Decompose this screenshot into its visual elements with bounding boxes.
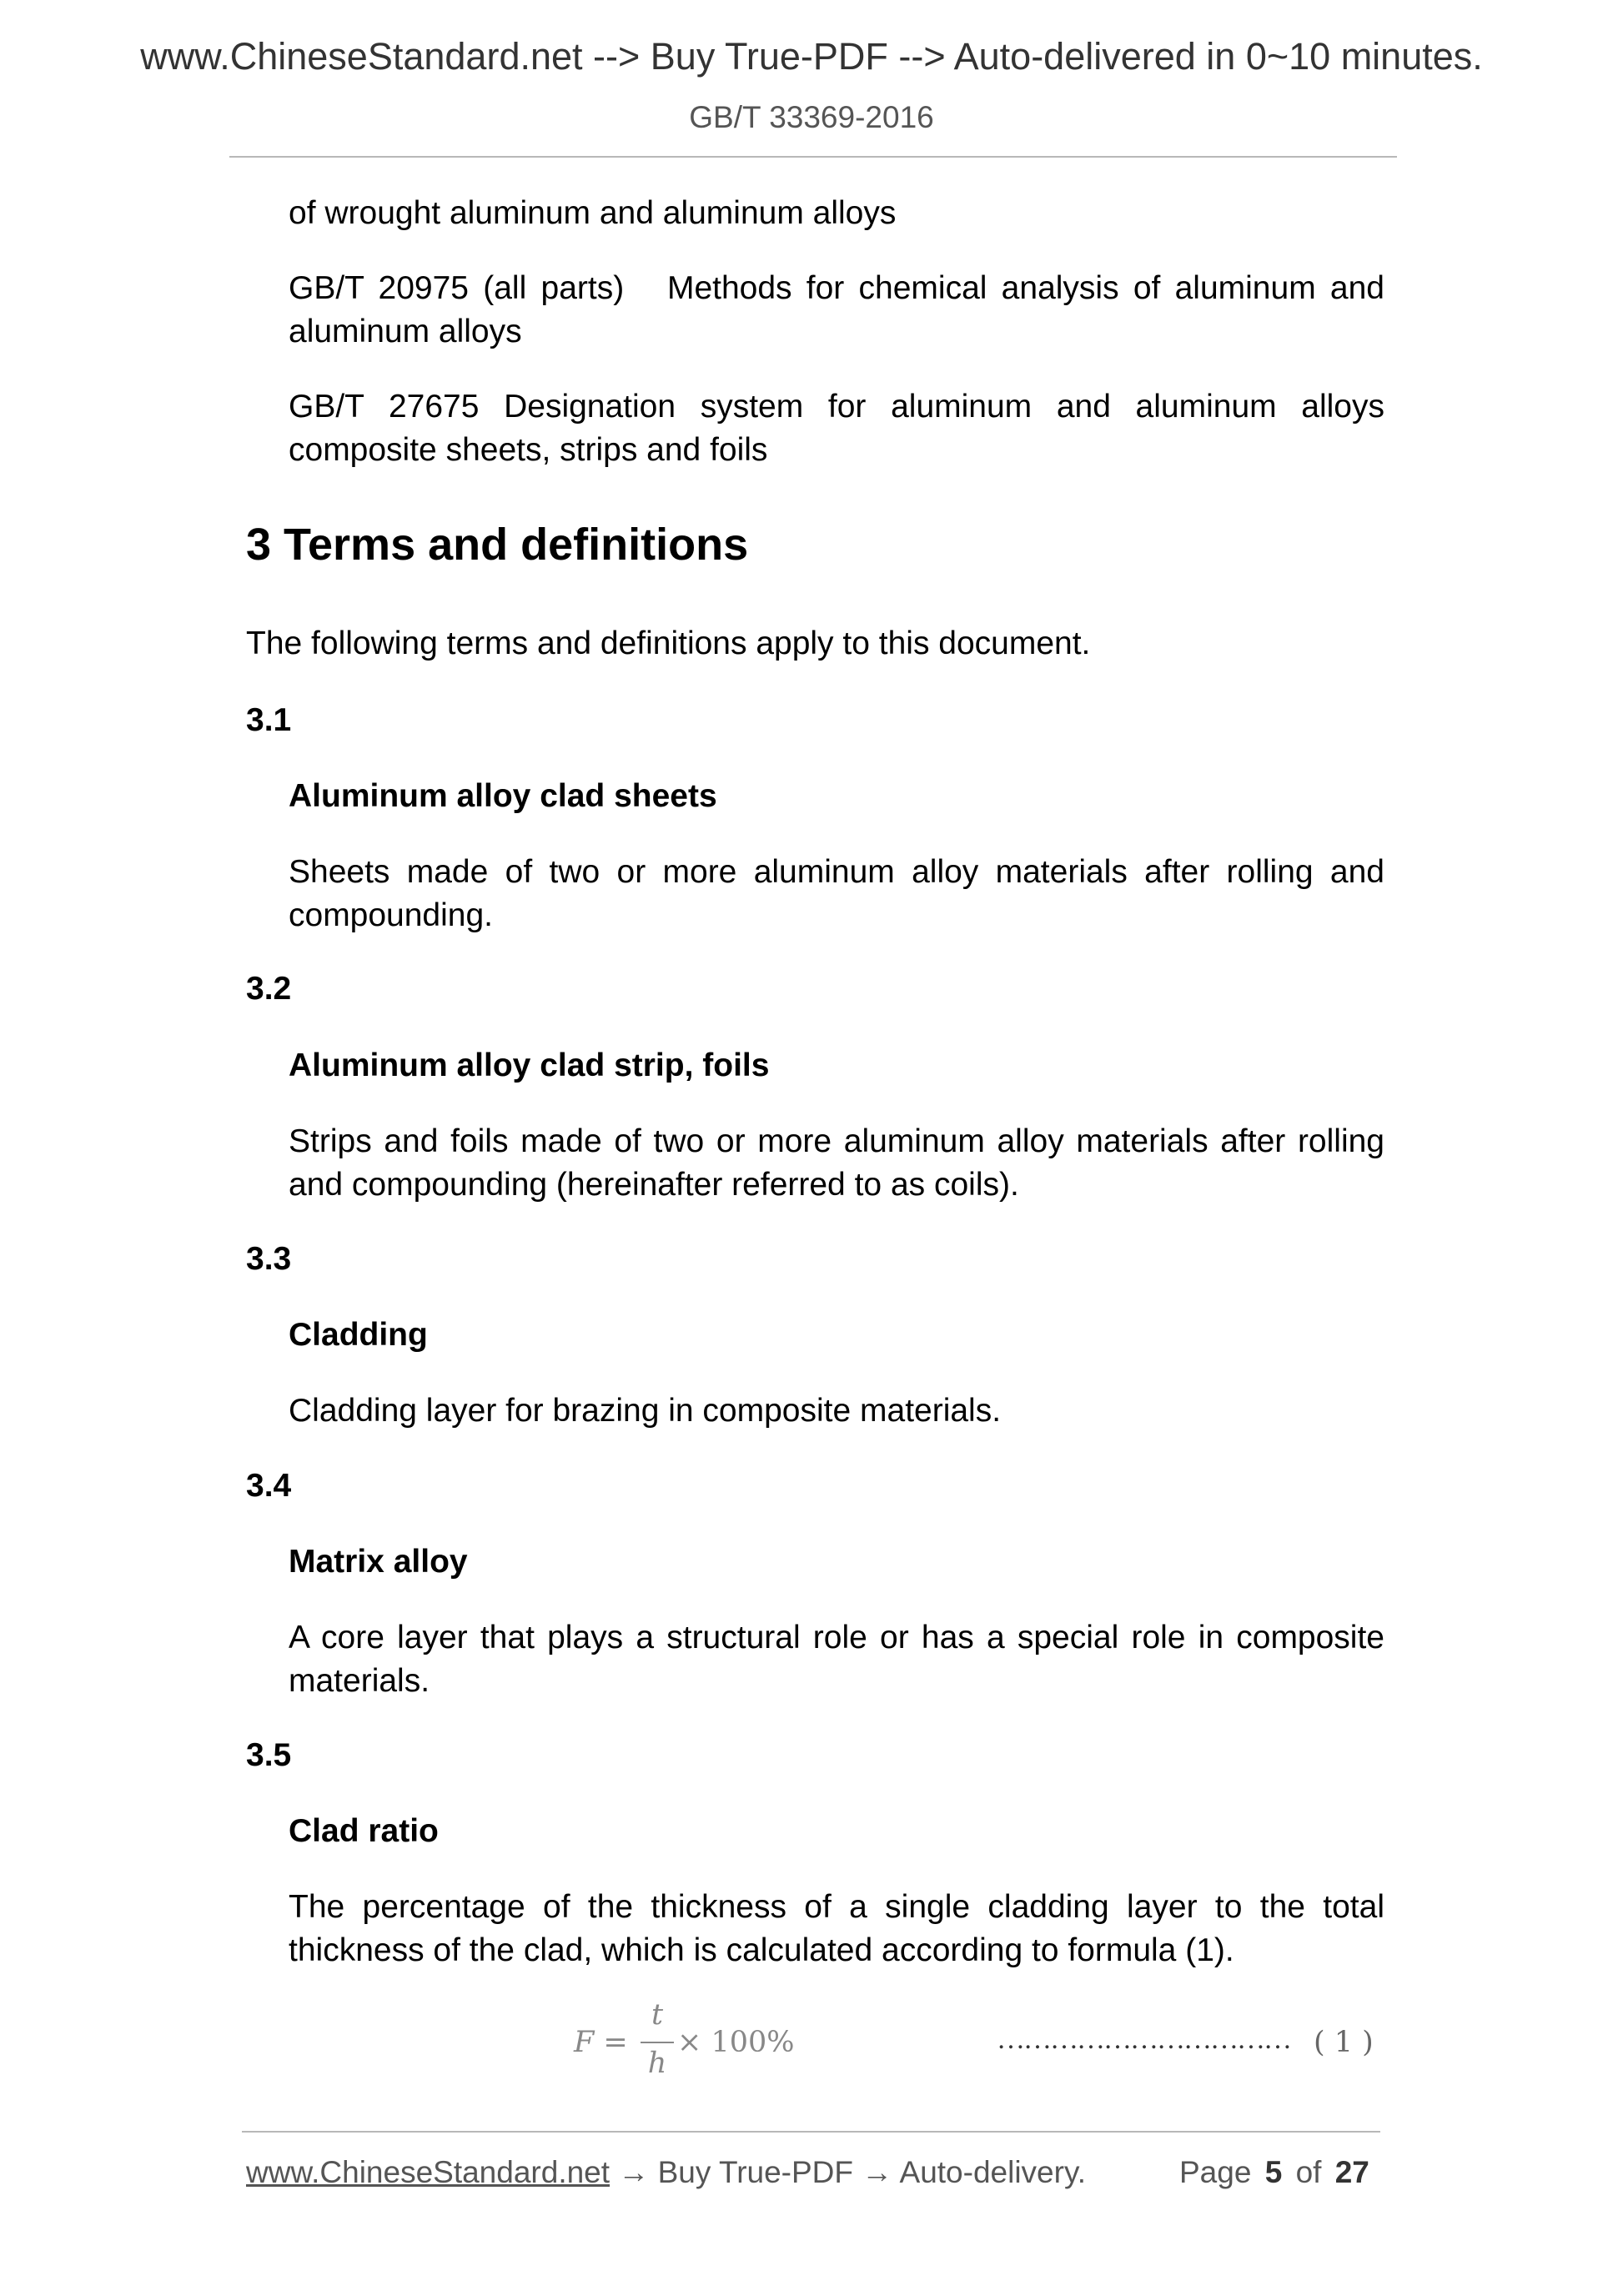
term-title: Cladding — [289, 1317, 428, 1353]
formula-leader-dots: …………………………… — [997, 2024, 1290, 2055]
fraction-bar — [641, 2042, 674, 2043]
formula-number: ( 1 ) — [1314, 2026, 1374, 2059]
section-intro: The following terms and definitions apply to this document. — [246, 625, 1091, 661]
term-number: 3.4 — [246, 1468, 292, 1504]
total-pages: 27 — [1334, 2155, 1369, 2189]
footer-promo-text: → Buy True-PDF → Auto-delivery. — [610, 2155, 1086, 2189]
formula-rhs: × 100% — [677, 2026, 795, 2059]
term-number: 3.2 — [246, 971, 292, 1007]
section-heading: 3 Terms and definitions — [246, 520, 749, 570]
page-word: Page — [1179, 2155, 1252, 2189]
clad-ratio-formula — [574, 1998, 824, 2082]
term-definition: Sheets made of two or more aluminum alloy materials after rolling and compounding. — [289, 854, 1384, 933]
header-divider — [229, 156, 1397, 158]
reference-gbt-27675: GB/T 27675 Designation system for aluminum and aluminum alloys composite sheets, strips and foils — [289, 389, 1384, 468]
term-number: 3.1 — [246, 702, 292, 738]
formula-denominator: h — [647, 2047, 667, 2080]
term-definition: The percentage of the thickness of a single cladding layer to the total thickness of the clad, which is calculated according to formula (1). — [289, 1889, 1384, 1968]
formula-numerator: t — [651, 1998, 664, 2032]
top-banner: www.ChineseStandard.net --> Buy True-PDF --> Auto-delivered in 0~10 minutes. — [140, 35, 1483, 78]
formula-lhs: F = — [574, 2026, 628, 2059]
footer-site-link[interactable]: www.ChineseStandard.net — [246, 2155, 611, 2189]
term-definition: Strips and foils made of two or more aluminum alloy materials after rolling and compounding (hereinafter referred to as coils). — [289, 1123, 1384, 1203]
footer-divider — [242, 2131, 1380, 2133]
term-title: Clad ratio — [289, 1813, 439, 1849]
standard-number: GB/T 33369-2016 — [689, 100, 934, 134]
term-number: 3.3 — [246, 1241, 292, 1277]
term-definition: Cladding layer for brazing in composite materials. — [289, 1393, 1002, 1429]
term-definition: A core layer that plays a structural role or has a special role in composite materials. — [289, 1620, 1384, 1699]
of-word: of — [1295, 2155, 1322, 2189]
reference-continuation: of wrought aluminum and aluminum alloys — [289, 195, 897, 231]
footer-promo — [246, 2155, 1086, 2190]
current-page: 5 — [1264, 2155, 1283, 2189]
reference-gbt-20975: GB/T 20975 (all parts) Methods for chemical analysis of aluminum and aluminum alloys — [289, 270, 1394, 349]
page-indicator — [1179, 2155, 1369, 2190]
term-title: Aluminum alloy clad strip, foils — [289, 1048, 770, 1083]
term-number: 3.5 — [246, 1737, 292, 1773]
term-title: Matrix alloy — [289, 1544, 468, 1580]
term-title: Aluminum alloy clad sheets — [289, 778, 717, 814]
